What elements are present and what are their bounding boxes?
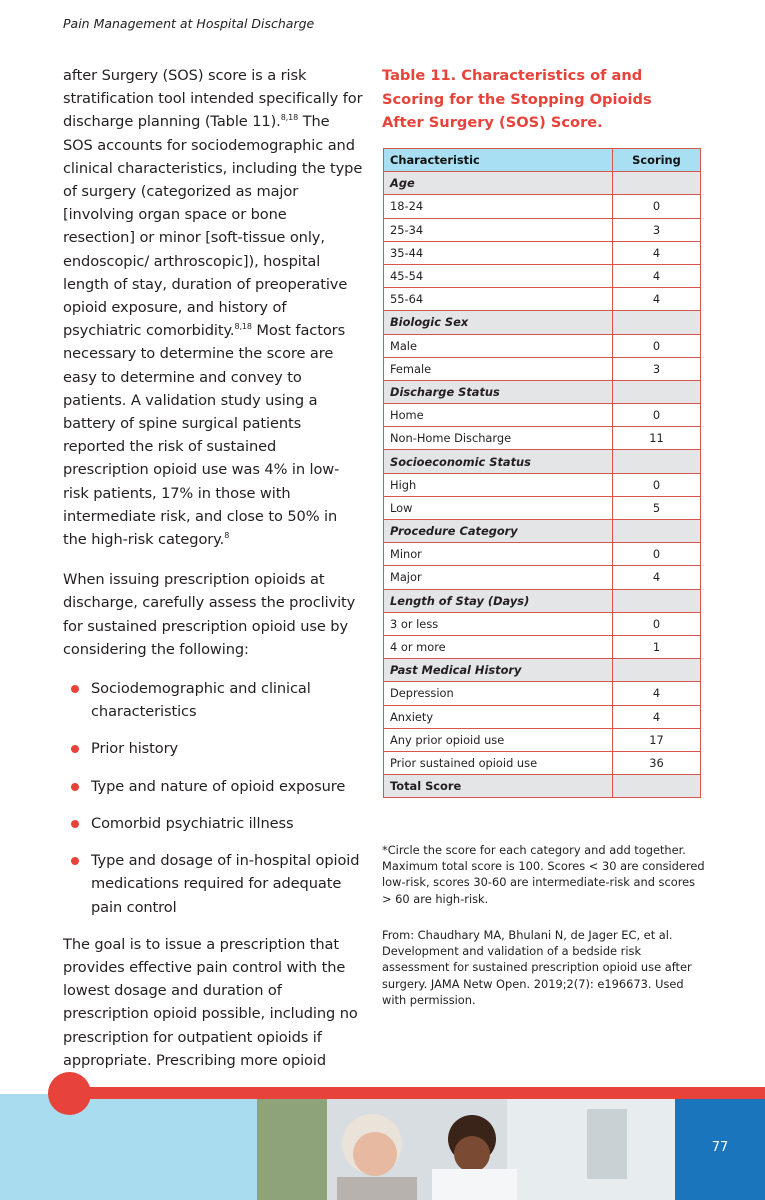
table-footnote: *Circle the score for each category and add together. Maximum total score is 100. Scores < 30 are considered low-risk, scores 30-60 are intermediate-risk and scores > 60 are high-risk.	[382, 843, 705, 906]
list-item: Type and dosage of in-hospital opioid medications required for adequate pain control	[63, 849, 363, 919]
score-cell: 4	[612, 264, 700, 287]
table-row	[384, 705, 701, 728]
score-cell: 17	[612, 728, 700, 751]
score-cell: 0	[612, 612, 700, 635]
characteristic-cell: Depression	[384, 682, 613, 705]
category-label: Length of Stay (Days)	[384, 589, 613, 612]
table-row	[384, 473, 701, 496]
category-score-empty	[612, 172, 700, 195]
paragraph-goal: The goal is to issue a prescription that provides effective pain control with the lowest dosage and duration of prescription opioid possible, including no prescription for outpatient opioids if appropriate. Prescribing more opioid	[63, 935, 358, 1069]
score-cell: 1	[612, 635, 700, 658]
paragraph-text: after Surgery (SOS) score is a risk stratification tool intended specifically for discharge planning (Table 11).	[63, 67, 363, 131]
characteristic-cell: 35-44	[384, 241, 613, 264]
page-number-box	[675, 1099, 765, 1200]
paragraph-assessment: When issuing prescription opioids at discharge, carefully assess the proclivity for sustained prescription opioid use by considering the following:	[63, 571, 356, 658]
bullet-list	[63, 677, 363, 919]
paragraph-sos-intro	[63, 64, 363, 551]
characteristic-cell: Non-Home Discharge	[384, 427, 613, 450]
characteristic-cell: Minor	[384, 543, 613, 566]
score-cell: 0	[612, 473, 700, 496]
score-cell: 4	[612, 288, 700, 311]
characteristic-cell: 3 or less	[384, 612, 613, 635]
score-cell: 36	[612, 751, 700, 774]
category-label: Socioeconomic Status	[384, 450, 613, 473]
column-header-scoring: Scoring	[612, 149, 700, 172]
patient-doctor-photo-icon	[257, 1099, 675, 1200]
table-title: Table 11. Characteristics of and Scoring for the Stopping Opioids After Surgery (SOS) Score.	[382, 67, 652, 131]
footer-accent-bar	[63, 1087, 765, 1099]
characteristic-cell: High	[384, 473, 613, 496]
characteristic-cell: Female	[384, 357, 613, 380]
table-body	[384, 172, 701, 798]
table-row	[384, 612, 701, 635]
table-row	[384, 404, 701, 427]
citation-superscript: 8,18	[280, 113, 299, 123]
characteristic-cell: 55-64	[384, 288, 613, 311]
score-cell: 4	[612, 705, 700, 728]
table-category-row	[384, 380, 701, 403]
score-cell: 0	[612, 543, 700, 566]
category-score-empty	[612, 311, 700, 334]
bullet-dot-icon	[71, 685, 79, 693]
list-item: Sociodemographic and clinical characteristics	[63, 677, 363, 723]
category-score-empty	[612, 380, 700, 403]
characteristic-cell: Male	[384, 334, 613, 357]
bullet-dot-icon	[71, 857, 79, 865]
sos-score-table	[383, 148, 701, 798]
score-cell: 4	[612, 566, 700, 589]
total-score-value	[612, 775, 700, 798]
category-label: Discharge Status	[384, 380, 613, 403]
characteristic-cell: 4 or more	[384, 635, 613, 658]
table-category-row	[384, 589, 701, 612]
score-cell: 11	[612, 427, 700, 450]
bullet-dot-icon	[71, 820, 79, 828]
table-category-row	[384, 659, 701, 682]
score-cell: 4	[612, 682, 700, 705]
footer-accent-circle	[48, 1072, 91, 1115]
characteristic-cell: Low	[384, 496, 613, 519]
table-row	[384, 496, 701, 519]
table-category-row	[384, 520, 701, 543]
list-item: Type and nature of opioid exposure	[63, 775, 363, 798]
characteristic-cell: 18-24	[384, 195, 613, 218]
table-row	[384, 635, 701, 658]
table-row	[384, 728, 701, 751]
category-label: Past Medical History	[384, 659, 613, 682]
characteristic-cell: Anxiety	[384, 705, 613, 728]
table-row	[384, 241, 701, 264]
paragraph-text: Most factors necessary to determine the score are easy to determine and convey to patients. A validation study using a battery of spine surgical patients reported the risk of sustained prescription opioid use was 4% in low-risk patients, 17% in those with intermediate risk, and close to 50% in the high-risk category.	[63, 322, 346, 549]
table-category-row	[384, 311, 701, 334]
table-row	[384, 195, 701, 218]
score-cell: 5	[612, 496, 700, 519]
page-number: 77	[711, 1140, 729, 1155]
table-row	[384, 334, 701, 357]
category-label: Procedure Category	[384, 520, 613, 543]
table-row	[384, 682, 701, 705]
category-score-empty	[612, 659, 700, 682]
table-source-citation: From: Chaudhary MA, Bhulani N, de Jager EC, et al. Development and validation of a bedside risk assessment for sustained prescription opioid use after surgery. JAMA Netw Open. 2019;2(7): e196673. Used with permission.	[382, 928, 692, 1007]
total-score-label: Total Score	[384, 775, 613, 798]
table-header-row	[384, 149, 701, 172]
category-score-empty	[612, 520, 700, 543]
characteristic-cell: Home	[384, 404, 613, 427]
characteristic-cell: Any prior opioid use	[384, 728, 613, 751]
list-item: Prior history	[63, 737, 363, 760]
table-total-row	[384, 775, 701, 798]
score-cell: 4	[612, 241, 700, 264]
table-category-row	[384, 172, 701, 195]
category-label: Biologic Sex	[384, 311, 613, 334]
characteristic-cell: 45-54	[384, 264, 613, 287]
table-row	[384, 264, 701, 287]
characteristic-cell: 25-34	[384, 218, 613, 241]
category-score-empty	[612, 589, 700, 612]
footer-photo	[257, 1099, 675, 1200]
table-row	[384, 288, 701, 311]
bullet-dot-icon	[71, 745, 79, 753]
category-score-empty	[612, 450, 700, 473]
score-cell: 0	[612, 195, 700, 218]
score-cell: 3	[612, 218, 700, 241]
column-header-characteristic: Characteristic	[384, 149, 613, 172]
score-cell: 0	[612, 334, 700, 357]
citation-superscript: 8,18	[234, 322, 252, 332]
characteristic-cell: Prior sustained opioid use	[384, 751, 613, 774]
table-row	[384, 357, 701, 380]
paragraph-text: The SOS accounts for sociodemographic and clinical characteristics, including the type of surgery (categorized as major [involving organ space or bone resection] or minor [soft-tissue only, endoscopic/ arthroscopic]), hospital length of stay, duration of preoperative opioid exposure, and history of psychiatric comorbidity.	[63, 113, 363, 340]
table-row	[384, 751, 701, 774]
table-category-row	[384, 450, 701, 473]
list-item: Comorbid psychiatric illness	[63, 812, 363, 835]
table-row	[384, 427, 701, 450]
body-text-column	[63, 64, 363, 1072]
bullet-dot-icon	[71, 783, 79, 791]
citation-superscript: 8	[224, 531, 230, 541]
table-row	[384, 543, 701, 566]
table-row	[384, 566, 701, 589]
score-cell: 0	[612, 404, 700, 427]
characteristic-cell: Major	[384, 566, 613, 589]
table-row	[384, 218, 701, 241]
running-header: Pain Management at Hospital Discharge	[63, 16, 315, 31]
category-label: Age	[384, 172, 613, 195]
score-cell: 3	[612, 357, 700, 380]
